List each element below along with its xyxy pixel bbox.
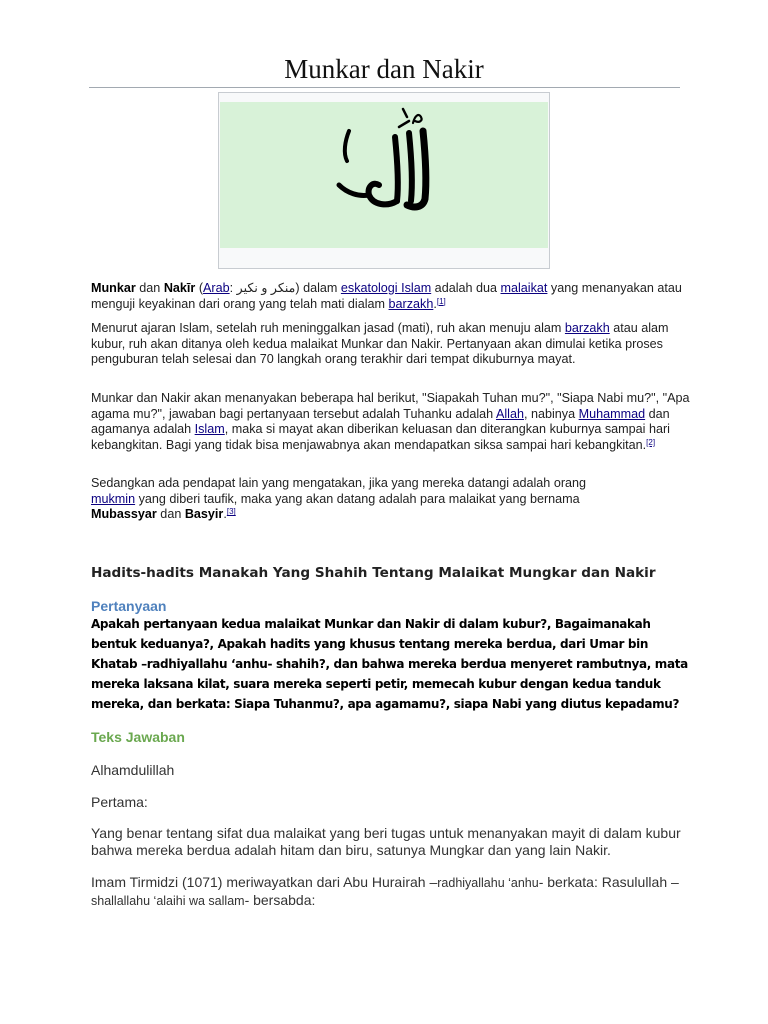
title-divider <box>89 87 680 88</box>
imam-tirmidzi-paragraph <box>91 874 691 910</box>
yang-benar-paragraph: Yang benar tentang sifat dua malaikat yang beri tugas untuk menanyakan mayit di dalam kubur bahwa mereka berdua adalah hitam dan biru, satunya Mungkar dan yang lain Nakir. <box>91 825 681 858</box>
malaikat-link[interactable]: malaikat <box>500 281 548 295</box>
mukmin-link[interactable]: mukmin <box>91 491 136 506</box>
text-fragment: - bersabda: <box>244 892 316 908</box>
muhammad-link[interactable]: Muhammad <box>578 406 646 421</box>
intro-paragraph-2 <box>91 321 691 368</box>
intro-paragraph-1 <box>91 281 691 312</box>
text-fragment: , maka si mayat akan diberikan keluasan dan diterangkan kuburnya sampai hari kebangkitan. Bagi yang tidak bisa menjawabnya akan mendapatkan siksa sampai hari kebangkitan. <box>91 422 670 452</box>
text-fragment: adalah dua <box>431 281 501 295</box>
allah-link[interactable]: Allah <box>495 406 524 421</box>
hadits-heading: Hadits-hadits Manakah Yang Shahih Tentang Malaikat Mungkar dan Nakir <box>91 565 656 581</box>
arabic-text: : منكر و نكير <box>229 281 296 295</box>
barzakh-link-2[interactable]: barzakh <box>564 321 610 335</box>
nakir-bold: Nakīr <box>163 281 196 295</box>
text-fragment: , nabinya <box>523 406 579 421</box>
basyir-bold: Basyir <box>184 507 224 522</box>
reference-3-link[interactable]: [3] <box>226 507 236 517</box>
text-fragment: yang diberi taufik, maka yang akan datang adalah para malaikat yang bernama <box>135 491 580 506</box>
text-fragment: . <box>433 296 437 311</box>
barzakh-link[interactable]: barzakh <box>388 296 434 311</box>
calligraphy-graphic <box>329 101 439 221</box>
teks-jawaban-heading: Teks Jawaban <box>91 729 185 745</box>
text-fragment: dan <box>135 281 164 295</box>
text-fragment: yang menanyakan atau menguji keyakinan dari orang yang telah mati dialam <box>91 281 682 311</box>
islam-link[interactable]: Islam <box>194 422 225 437</box>
pertama-text: Pertama: <box>91 794 148 810</box>
page-title: Munkar dan Nakir <box>284 54 484 84</box>
eskatologi-islam-link[interactable]: eskatologi Islam <box>340 281 432 295</box>
intro-paragraph-3 <box>91 391 691 453</box>
text-fragment: Munkar dan Nakir akan menanyakan beberapa hal berikut, "Siapakah Tuhan mu?", "Siapa Nabi mu?", "Apa agama mu?", jawaban bagi pertanyaan tersebut adalah Tuhanku adalah <box>91 391 690 421</box>
shallallahu-text: shallallahu ‘alaihi wa sallam <box>91 894 245 908</box>
reference-1-link[interactable]: [1] <box>436 296 446 306</box>
munkar-bold: Munkar <box>91 281 136 295</box>
mubassyar-bold: Mubassyar <box>91 507 157 522</box>
text-fragment: . <box>223 507 227 522</box>
intro-paragraph-4 <box>91 476 591 523</box>
text-fragment: Sedangkan ada pendapat lain yang mengatakan, jika yang mereka datangi adalah orang <box>91 476 587 490</box>
alhamdulillah-text: Alhamdulillah <box>91 762 175 778</box>
pertanyaan-heading: Pertanyaan <box>91 598 167 614</box>
text-fragment: ) dalam <box>295 281 341 295</box>
text-fragment: Menurut ajaran Islam, setelah ruh meninggalkan jasad (mati), ruh akan menuju alam <box>91 321 565 335</box>
allah-calligraphy-image[interactable] <box>218 92 550 269</box>
arab-link[interactable]: Arab <box>203 281 230 295</box>
reference-2-link[interactable]: [2] <box>646 437 656 447</box>
text-fragment: dan agamanya adalah <box>91 406 670 437</box>
radhiyallahu-text: radhiyallahu ‘anhu <box>437 876 539 890</box>
text-fragment: dan <box>156 507 185 522</box>
pertanyaan-body: Apakah pertanyaan kedua malaikat Munkar dan Nakir di dalam kubur?, Bagaimanakah bentuk keduanya?, Apakah hadits yang khusus tentang mereka berdua, dari Umar bin Khatab –radhiyallahu ‘anhu- shahih?, dan bahwa mereka berdua menyeret rambutnya, mata mereka laksana kilat, suara mereka seperti petir, memecah kubur dengan kedua tanduk mereka, dan berkata: Siapa Tuhanmu?, apa agamamu?, siapa Nabi yang diutus kepadamu? <box>91 617 688 711</box>
text-fragment: - berkata: Rasulullah – <box>538 874 679 890</box>
text-fragment: atau alam kubur, ruh akan ditanya oleh kedua malaikat Munkar dan Nakir. Pertanyaan akan dimulai ketika proses penguburan telah selesai dan 70 langkah orang terakhir dari tempat dikuburnya mayat. <box>91 321 669 367</box>
text-fragment: Imam Tirmidzi (1071) meriwayatkan dari Abu Hurairah – <box>91 874 438 890</box>
text-fragment: ( <box>195 281 204 295</box>
